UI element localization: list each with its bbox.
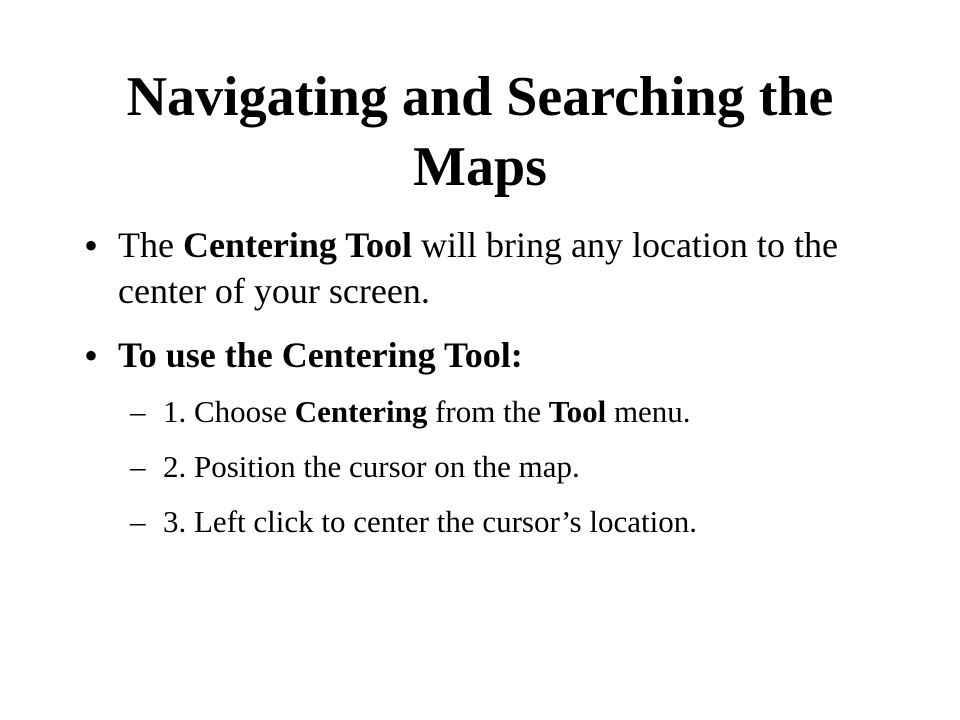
step-text	[163, 392, 691, 432]
bullet-marker: •	[84, 333, 99, 378]
slide-title: Navigating and Searching the Maps	[126, 66, 834, 198]
bullet-text-part: will bring any location to the center of your screen.	[118, 225, 838, 311]
step-text-part: from the	[427, 394, 549, 429]
bullet-marker: •	[84, 223, 99, 268]
step-marker: –	[130, 504, 146, 539]
bullet-text	[118, 332, 898, 378]
bullet-text-bold: To use the Centering Tool:	[118, 335, 523, 375]
step-text-part: 1. Choose	[163, 394, 295, 429]
step-text: 2. Position the cursor on the map.	[163, 449, 580, 484]
bullet-text-bold: Centering Tool	[182, 225, 412, 265]
step-text-part: menu.	[606, 394, 691, 429]
step-marker: –	[130, 449, 146, 484]
step-text-bold: Centering	[294, 394, 428, 429]
step-text: 3. Left click to center the cursor’s location.	[163, 504, 697, 539]
step-text-bold: Tool	[548, 394, 607, 429]
step-marker: –	[130, 394, 146, 429]
bullet-text	[118, 222, 898, 314]
bullet-text-part: The	[118, 225, 183, 265]
